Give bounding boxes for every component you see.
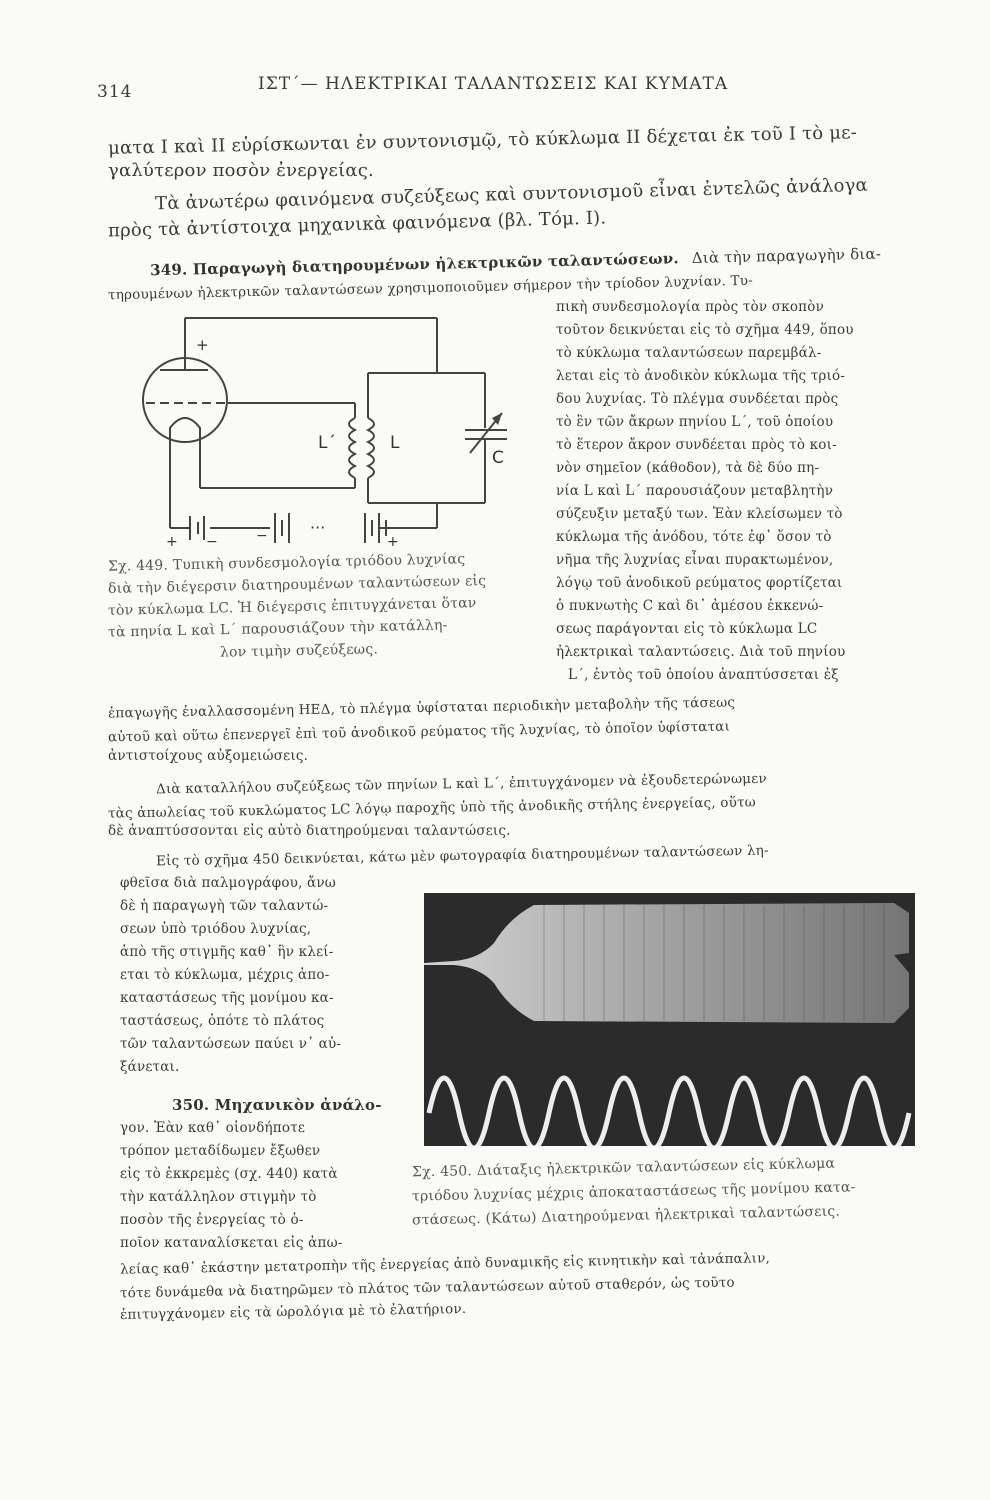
right-col-line: ἠλεκτρικαὶ ταλαντώσεις. Διὰ τοῦ πηνίου — [556, 644, 846, 660]
sustained-oscillation-wave — [429, 1078, 909, 1146]
right-col-line: νὸν σημεῖον (κάθοδον), τὰ δὲ δύο πη- — [556, 460, 820, 476]
body-line: ἐπιτυγχάνομεν εἰς τὰ ὡρολόγια μὲ τὸ ἐλατήριον. — [119, 1300, 467, 1324]
left-col-line: τὴν κατάλληλον στιγμὴν τὸ — [120, 1189, 317, 1205]
caption-line: Σχ. 450. Διάταξις ἠλεκτρικῶν ταλαντώσεων εἰς κύκλωμα — [411, 1155, 836, 1181]
label-coil-lprime: L΄ — [318, 433, 336, 453]
right-col-line: τὸ κύκλωμα ταλαντώσεων παρεμβάλ- — [556, 345, 822, 361]
label-plus-left: + — [166, 534, 178, 548]
section-350-heading: 350. Μηχανικὸν ἀνάλο- — [172, 1096, 382, 1114]
caption-line: τριόδου λυχνίας μέχρις ἀποκαταστάσεως τῆς μονίμου κατα- — [411, 1179, 856, 1205]
running-title: ΙΣΤ΄— ΗΛΕΚΤΡΙΚΑΙ ΤΑΛΑΝΤΩΣΕΙΣ ΚΑΙ ΚΥΜΑΤΑ — [258, 74, 729, 94]
section-349-heading: 349. Παραγωγὴ διατηρουμένων ἠλεκτρικῶν ταλαντώσεων. — [149, 249, 680, 280]
label-dots: ··· — [310, 518, 326, 537]
right-col-line: σεως παράγονται εἰς τὸ κύκλωμα LC — [556, 621, 818, 637]
label-coil-l: L — [390, 433, 400, 453]
body-line: τηρουμένων ἠλεκτρικῶν ταλαντώσεων χρησιμοποιοῦμεν σήμερον τὴν τρίοδον λυχνίαν. Τυ- — [107, 272, 754, 304]
label-minus-mid: − — [256, 528, 268, 544]
label-minus-left: − — [206, 534, 218, 548]
right-col-line: τὸ ἓν τῶν ἄκρων πηνίου L΄, τοῦ ὁποίου — [556, 414, 834, 430]
left-col-line: ποῖον καταναλίσκεται εἰς ἀπω- — [120, 1235, 343, 1251]
right-col-line: τοῦτον δεικνύεται εἰς τὸ σχῆμα 449, ὅπου — [556, 322, 854, 338]
right-col-line: δου λυχνίας. Τὸ πλέγμα συνδέεται πρὸς — [556, 391, 839, 407]
left-col-line: ἀπὸ τῆς στιγμῆς καθ᾿ ἣν κλεί- — [120, 944, 334, 960]
body-line: πρὸς τὰ ἀντίστοιχα μηχανικὰ φαινόμενα (βλ. Τόμ. Ι). — [107, 207, 607, 242]
left-col-line: εἰς τὸ ἐκκρεμὲς (σχ. 440) κατὰ — [120, 1166, 338, 1182]
left-col-line: καταστάσεως τῆς μονίμου κα- — [120, 990, 334, 1006]
figure-449-circuit — [140, 308, 540, 548]
right-col-line: πικὴ συνδεσμολογία πρὸς τὸν σκοπὸν — [556, 299, 824, 315]
right-col-line: σύζευξιν μεταξύ των. Ἐὰν κλείσωμεν τὸ — [556, 506, 843, 522]
label-plus-top: + — [196, 336, 209, 354]
body-line: τότε δυνάμεθα νὰ διατηρῶμεν τὸ πλάτος τῶν ταλαντώσεων αὐτοῦ σταθερόν, ὡς τοῦτο — [119, 1274, 735, 1302]
body-line: ἐπαγωγῆς ἐναλλασσομένη ΗΕΔ, τὸ πλέγμα ὑφίσταται περιοδικὴν μεταβολὴν τῆς τάσεως — [107, 694, 736, 722]
right-col-line: λεται εἰς τὸ ἀνοδικὸν κύκλωμα τῆς τριό- — [556, 368, 846, 384]
left-col-line: τρόπον μεταδίδωμεν ἔξωθεν — [120, 1143, 321, 1159]
right-col-line: νία L καὶ L΄ παρουσιάζουν μεταβλητὴν — [556, 483, 834, 499]
right-col-line: L΄, ἐντὸς τοῦ ὁποίου ἀναπτύσσεται ἐξ — [568, 667, 839, 683]
left-col-line: ξάνεται. — [120, 1059, 180, 1075]
page-number: 314 — [97, 82, 133, 102]
label-capacitor-c: C — [492, 448, 504, 468]
section-349-heading-rest: Διὰ τὴν παραγωγὴν δια- — [691, 244, 882, 267]
left-col-line: ταστάσεως, ὁπότε τὸ πλάτος — [120, 1013, 325, 1029]
right-col-line: νῆμα τῆς λυχνίας εἶναι πυρακτωμένον, — [556, 552, 834, 568]
body-line: γαλύτερον ποσὸν ἐνεργείας. — [108, 160, 374, 181]
circuit-diagram-svg — [140, 308, 540, 548]
body-line: Διὰ καταλλήλου συζεύξεως τῶν πηνίων L καὶ L΄, ἐπιτυγχάνομεν νὰ ἐξουδετερώνωμεν — [155, 770, 767, 798]
body-line: ματα Ι καὶ ΙΙ εὑρίσκωνται ἐν συντονισμῷ, τὸ κύκλωμα ΙΙ δέχεται ἐκ τοῦ Ι τὸ με- — [107, 122, 858, 159]
body-line: τὰς ἀπωλείας τοῦ κυκλώματος LC λόγῳ παροχῆς ὑπὸ τῆς ἀνοδικῆς στήλης ἐνεργείας, οὕτω — [107, 794, 757, 822]
envelope-growth — [424, 903, 909, 1023]
left-col-line: γον. Ἐὰν καθ᾿ οἱονδήποτε — [120, 1120, 306, 1136]
section-349-heading-line — [150, 245, 881, 280]
body-line: δὲ ἀναπτύσσονται εἰς αὐτὸ διατηρούμεναι ταλαντώσεις. — [108, 823, 511, 839]
left-col-line: δὲ ἡ παραγωγὴ τῶν ταλαντώ- — [120, 898, 329, 914]
left-col-line: φθεῖσα διὰ παλμογράφου, ἄνω — [120, 875, 336, 891]
right-col-line: ὁ πυκνωτὴς C καὶ δι᾿ ἀμέσου ἐκκενώ- — [556, 598, 824, 614]
left-col-line: τῶν ταλαντώσεων παύει ν᾿ αὐ- — [120, 1036, 342, 1052]
body-line: ἀντιστοίχους αὐξομειώσεις. — [108, 748, 309, 764]
body-line: Τὰ ἀνωτέρω φαινόμενα συζεύξεως καὶ συντονισμοῦ εἶναι ἐντελῶς ἀνάλογα — [154, 174, 869, 215]
right-col-line: κύκλωμα τῆς ἀνόδου, τότε ἐφ᾿ ὅσον τὸ — [556, 529, 832, 545]
left-col-line: σεων ὑπὸ τριόδου λυχνίας, — [120, 921, 312, 937]
caption-line: στάσεως. (Κάτω) Διατηρούμεναι ἠλεκτρικαὶ ταλαντώσεις. — [411, 1203, 841, 1229]
figure-450-photograph — [424, 893, 915, 1146]
body-line: λείας καθ᾿ ἑκάστην μετατροπὴν τῆς ἐνεργείας ἀπὸ δυναμικῆς εἰς κινητικὴν καὶ τἀνάπαλιν, — [119, 1250, 771, 1278]
caption-line: τὸν κύκλωμα LC. Ἡ διέγερσις ἐπιτυγχάνεται ὅταν — [107, 595, 477, 619]
right-col-line: τὸ ἕτερον ἄκρον συνδέεται πρὸς τὸ κοι- — [556, 437, 837, 453]
caption-line: λον τιμὴν συζεύξεως. — [219, 641, 379, 661]
right-col-line: λόγῳ τοῦ ἀνοδικοῦ ρεύματος φορτίζεται — [556, 575, 843, 591]
left-col-line: εται τὸ κύκλωμα, μέχρις ἀπο- — [120, 967, 330, 983]
left-col-line: ποσὸν τῆς ἐνεργείας τὸ ὁ- — [120, 1212, 304, 1228]
body-line: Εἰς τὸ σχῆμα 450 δεικνύεται, κάτω μὲν φωτογραφία διατηρουμένων ταλαντώσεων λη- — [155, 842, 769, 870]
oscillogram-svg — [424, 893, 915, 1146]
caption-line: Σχ. 449. Τυπικὴ συνδεσμολογία τριόδου λυχνίας — [107, 551, 466, 575]
caption-line: τὰ πηνία L καὶ L΄ παρουσιάζουν τὴν κατάλλη- — [107, 617, 448, 641]
body-line: αὐτοῦ καὶ οὕτω ἐπενεργεῖ ἐπὶ τοῦ ἀνοδικοῦ ρεύματος τῆς λυχνίας, τὸ ὁποῖον ὑφίσταται — [107, 718, 731, 746]
caption-line: διὰ τὴν διέγερσιν διατηρουμένων ταλαντώσεων εἰς — [107, 573, 487, 597]
label-plus-right: + — [387, 534, 399, 548]
